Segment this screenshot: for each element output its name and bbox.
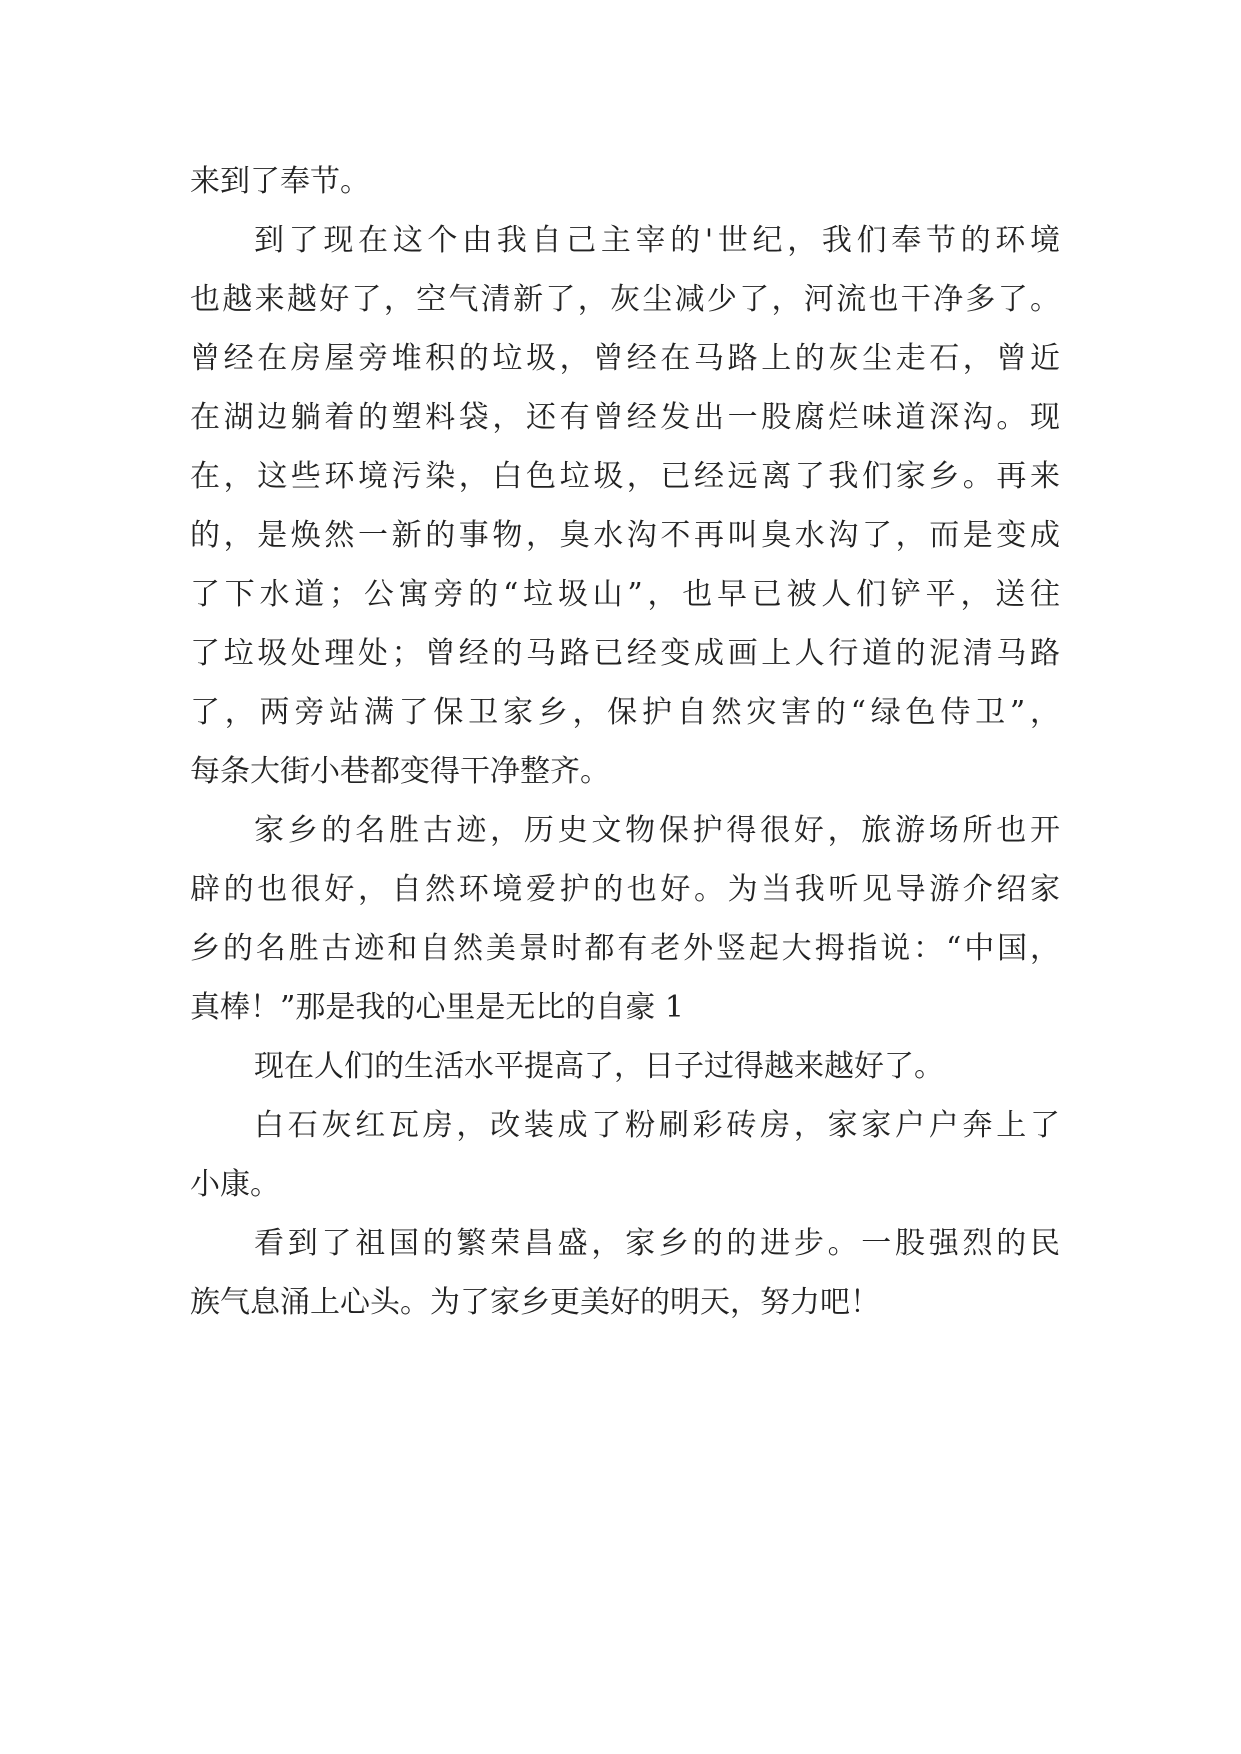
text-line: 家乡的名胜古迹，历史文物保护得很好，旅游场所也开 [254,813,1060,848]
text-line: 到了现在这个由我自己主宰的'世纪，我们奉节的环境 [254,223,1060,258]
text-line: 真棒！”那是我的心里是无比的自豪 1 [190,990,684,1025]
text-line: 在湖边躺着的塑料袋，还有曾经发出一股腐烂味道深沟。现 [190,400,1060,435]
text-line: 的，是焕然一新的事物，臭水沟不再叫臭水沟了，而是变成 [190,518,1060,553]
text-line: 族气息涌上心头。为了家乡更美好的明天，努力吧！ [190,1285,880,1320]
text-line: 了下水道；公寓旁的“垃圾山”，也早已被人们铲平，送往 [190,577,1060,612]
text-line: 在，这些环境污染，白色垃圾，已经远离了我们家乡。再来 [190,459,1060,494]
text-line: 曾经在房屋旁堆积的垃圾，曾经在马路上的灰尘走石，曾近 [190,341,1060,376]
text-line: 白石灰红瓦房，改装成了粉刷彩砖房，家家户户奔上了 [254,1108,1060,1143]
text-line: 乡的名胜古迹和自然美景时都有老外竖起大拇指说：“中国， [190,931,1060,966]
text-line: 辟的也很好，自然环境爱护的也好。为当我听见导游介绍家 [190,872,1060,907]
document-body [190,152,1060,1332]
text-line: 来到了奉节。 [190,164,370,199]
text-line: 小康。 [190,1167,280,1202]
text-line: 每条大街小巷都变得干净整齐。 [190,754,610,789]
text-line: 了垃圾处理处；曾经的马路已经变成画上人行道的泥清马路 [190,636,1060,671]
text-line: 现在人们的生活水平提高了，日子过得越来越好了。 [254,1049,944,1084]
text-line: 看到了祖国的繁荣昌盛，家乡的的进步。一股强烈的民 [254,1226,1060,1261]
text-line: 也越来越好了，空气清新了，灰尘减少了，河流也干净多了。 [190,282,1060,317]
text-line: 了，两旁站满了保卫家乡，保护自然灾害的“绿色侍卫”， [190,695,1060,730]
